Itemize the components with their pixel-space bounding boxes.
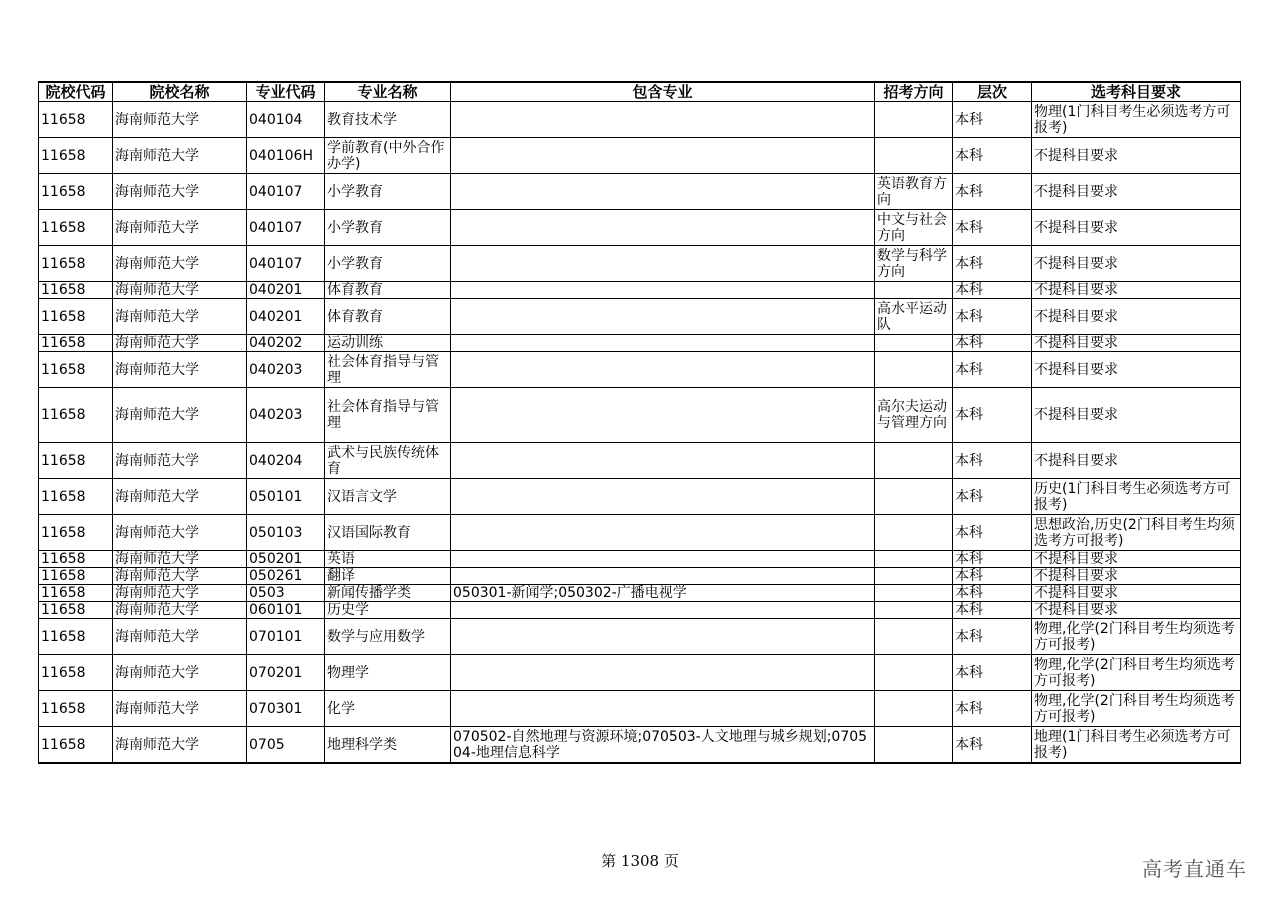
- level-cell: 本科: [953, 299, 1032, 335]
- included-majors-cell: [451, 299, 875, 335]
- school-code-cell: 11658: [39, 246, 113, 282]
- included-majors-cell: [451, 443, 875, 479]
- level-cell: 本科: [953, 568, 1032, 585]
- table-row: [39, 727, 1241, 764]
- major-code-cell: 040107: [247, 210, 325, 246]
- school-code-cell: 11658: [39, 443, 113, 479]
- school-name-cell: 海南师范大学: [113, 102, 247, 138]
- major-code-cell: 050201: [247, 551, 325, 568]
- header-major-name: 专业名称: [325, 82, 451, 102]
- level-cell: 本科: [953, 335, 1032, 352]
- level-cell: 本科: [953, 210, 1032, 246]
- major-name-cell: 翻译: [325, 568, 451, 585]
- subject-requirement-cell: 不提科目要求: [1032, 602, 1241, 619]
- direction-cell: [875, 585, 953, 602]
- level-cell: 本科: [953, 515, 1032, 551]
- school-code-cell: 11658: [39, 335, 113, 352]
- major-name-cell: 数学与应用数学: [325, 619, 451, 655]
- major-name-cell: 历史学: [325, 602, 451, 619]
- included-majors-cell: [451, 602, 875, 619]
- school-code-cell: 11658: [39, 388, 113, 443]
- table-row: [39, 174, 1241, 210]
- major-code-cell: 040203: [247, 352, 325, 388]
- included-majors-cell: [451, 568, 875, 585]
- table-row: [39, 479, 1241, 515]
- major-code-cell: 070201: [247, 655, 325, 691]
- header-direction: 招考方向: [875, 82, 953, 102]
- subject-requirement-cell: 不提科目要求: [1032, 443, 1241, 479]
- major-code-cell: 050101: [247, 479, 325, 515]
- major-name-cell: 运动训练: [325, 335, 451, 352]
- header-school-code: 院校代码: [39, 82, 113, 102]
- table-row: [39, 138, 1241, 174]
- level-cell: 本科: [953, 388, 1032, 443]
- subject-requirement-cell: 物理(1门科目考生必须选考方可报考): [1032, 102, 1241, 138]
- school-code-cell: 11658: [39, 691, 113, 727]
- school-name-cell: 海南师范大学: [113, 388, 247, 443]
- table-row: [39, 210, 1241, 246]
- included-majors-cell: [451, 479, 875, 515]
- school-code-cell: 11658: [39, 138, 113, 174]
- level-cell: 本科: [953, 479, 1032, 515]
- school-name-cell: 海南师范大学: [113, 585, 247, 602]
- major-code-cell: 050103: [247, 515, 325, 551]
- table-row: [39, 335, 1241, 352]
- major-code-cell: 040107: [247, 174, 325, 210]
- level-cell: 本科: [953, 551, 1032, 568]
- table-row: [39, 568, 1241, 585]
- school-name-cell: 海南师范大学: [113, 602, 247, 619]
- admissions-table: [38, 81, 1241, 764]
- school-code-cell: 11658: [39, 602, 113, 619]
- watermark: 高考直通车: [1142, 857, 1247, 881]
- school-code-cell: 11658: [39, 174, 113, 210]
- included-majors-cell: [451, 352, 875, 388]
- school-name-cell: 海南师范大学: [113, 210, 247, 246]
- major-name-cell: 学前教育(中外合作办学): [325, 138, 451, 174]
- direction-cell: 数学与科学方向: [875, 246, 953, 282]
- subject-requirement-cell: 不提科目要求: [1032, 138, 1241, 174]
- included-majors-cell: 050301-新闻学;050302-广播电视学: [451, 585, 875, 602]
- major-name-cell: 汉语言文学: [325, 479, 451, 515]
- header-included-majors: 包含专业: [451, 82, 875, 102]
- subject-requirement-cell: 物理,化学(2门科目考生均须选考方可报考): [1032, 655, 1241, 691]
- major-code-cell: 040202: [247, 335, 325, 352]
- school-name-cell: 海南师范大学: [113, 443, 247, 479]
- major-code-cell: 040107: [247, 246, 325, 282]
- subject-requirement-cell: 不提科目要求: [1032, 282, 1241, 299]
- major-name-cell: 小学教育: [325, 174, 451, 210]
- direction-cell: [875, 568, 953, 585]
- level-cell: 本科: [953, 619, 1032, 655]
- direction-cell: [875, 479, 953, 515]
- school-name-cell: 海南师范大学: [113, 299, 247, 335]
- included-majors-cell: 070502-自然地理与资源环境;070503-人文地理与城乡规划;070504-地理信息科学: [451, 727, 875, 764]
- level-cell: 本科: [953, 352, 1032, 388]
- subject-requirement-cell: 不提科目要求: [1032, 388, 1241, 443]
- direction-cell: [875, 551, 953, 568]
- school-name-cell: 海南师范大学: [113, 174, 247, 210]
- school-code-cell: 11658: [39, 352, 113, 388]
- subject-requirement-cell: 不提科目要求: [1032, 174, 1241, 210]
- included-majors-cell: [451, 515, 875, 551]
- direction-cell: 高水平运动队: [875, 299, 953, 335]
- included-majors-cell: [451, 246, 875, 282]
- school-name-cell: 海南师范大学: [113, 515, 247, 551]
- major-name-cell: 物理学: [325, 655, 451, 691]
- header-row: [39, 82, 1241, 102]
- school-code-cell: 11658: [39, 655, 113, 691]
- school-name-cell: 海南师范大学: [113, 691, 247, 727]
- table-body: [39, 102, 1241, 764]
- school-code-cell: 11658: [39, 515, 113, 551]
- major-name-cell: 教育技术学: [325, 102, 451, 138]
- direction-cell: [875, 515, 953, 551]
- school-name-cell: 海南师范大学: [113, 246, 247, 282]
- level-cell: 本科: [953, 727, 1032, 764]
- table-row: [39, 102, 1241, 138]
- school-code-cell: 11658: [39, 210, 113, 246]
- major-code-cell: 050261: [247, 568, 325, 585]
- major-code-cell: 0705: [247, 727, 325, 764]
- included-majors-cell: [451, 619, 875, 655]
- major-code-cell: 0503: [247, 585, 325, 602]
- direction-cell: [875, 443, 953, 479]
- school-name-cell: 海南师范大学: [113, 619, 247, 655]
- major-code-cell: 040106H: [247, 138, 325, 174]
- included-majors-cell: [451, 655, 875, 691]
- major-code-cell: 040201: [247, 282, 325, 299]
- subject-requirement-cell: 不提科目要求: [1032, 210, 1241, 246]
- school-name-cell: 海南师范大学: [113, 138, 247, 174]
- school-code-cell: 11658: [39, 568, 113, 585]
- subject-requirement-cell: 物理,化学(2门科目考生均须选考方可报考): [1032, 691, 1241, 727]
- level-cell: 本科: [953, 102, 1032, 138]
- subject-requirement-cell: 地理(1门科目考生必须选考方可报考): [1032, 727, 1241, 764]
- direction-cell: 高尔夫运动与管理方向: [875, 388, 953, 443]
- subject-requirement-cell: 不提科目要求: [1032, 568, 1241, 585]
- table-row: [39, 551, 1241, 568]
- major-code-cell: 070301: [247, 691, 325, 727]
- direction-cell: [875, 138, 953, 174]
- level-cell: 本科: [953, 602, 1032, 619]
- table-row: [39, 515, 1241, 551]
- page-number: 第 1308 页: [601, 852, 679, 870]
- header-school-name: 院校名称: [113, 82, 247, 102]
- subject-requirement-cell: 不提科目要求: [1032, 551, 1241, 568]
- direction-cell: [875, 691, 953, 727]
- major-name-cell: 社会体育指导与管理: [325, 388, 451, 443]
- school-code-cell: 11658: [39, 727, 113, 764]
- direction-cell: [875, 655, 953, 691]
- major-name-cell: 社会体育指导与管理: [325, 352, 451, 388]
- table-row: [39, 282, 1241, 299]
- level-cell: 本科: [953, 282, 1032, 299]
- major-name-cell: 地理科学类: [325, 727, 451, 764]
- level-cell: 本科: [953, 691, 1032, 727]
- school-code-cell: 11658: [39, 585, 113, 602]
- included-majors-cell: [451, 388, 875, 443]
- school-name-cell: 海南师范大学: [113, 568, 247, 585]
- included-majors-cell: [451, 174, 875, 210]
- direction-cell: 英语教育方向: [875, 174, 953, 210]
- direction-cell: [875, 282, 953, 299]
- subject-requirement-cell: 不提科目要求: [1032, 585, 1241, 602]
- school-code-cell: 11658: [39, 619, 113, 655]
- subject-requirement-cell: 不提科目要求: [1032, 335, 1241, 352]
- table-row: [39, 655, 1241, 691]
- direction-cell: [875, 727, 953, 764]
- major-name-cell: 汉语国际教育: [325, 515, 451, 551]
- major-code-cell: 060101: [247, 602, 325, 619]
- direction-cell: [875, 335, 953, 352]
- school-name-cell: 海南师范大学: [113, 727, 247, 764]
- level-cell: 本科: [953, 443, 1032, 479]
- school-code-cell: 11658: [39, 102, 113, 138]
- header-major-code: 专业代码: [247, 82, 325, 102]
- level-cell: 本科: [953, 138, 1032, 174]
- included-majors-cell: [451, 210, 875, 246]
- subject-requirement-cell: 历史(1门科目考生必须选考方可报考): [1032, 479, 1241, 515]
- major-name-cell: 小学教育: [325, 210, 451, 246]
- table-row: [39, 619, 1241, 655]
- school-name-cell: 海南师范大学: [113, 335, 247, 352]
- header-subject-requirement: 选考科目要求: [1032, 82, 1241, 102]
- subject-requirement-cell: 思想政治,历史(2门科目考生均须选考方可报考): [1032, 515, 1241, 551]
- subject-requirement-cell: 不提科目要求: [1032, 352, 1241, 388]
- school-name-cell: 海南师范大学: [113, 479, 247, 515]
- table-row: [39, 443, 1241, 479]
- major-name-cell: 武术与民族传统体育: [325, 443, 451, 479]
- included-majors-cell: [451, 282, 875, 299]
- direction-cell: [875, 102, 953, 138]
- direction-cell: [875, 352, 953, 388]
- level-cell: 本科: [953, 655, 1032, 691]
- major-name-cell: 英语: [325, 551, 451, 568]
- major-name-cell: 体育教育: [325, 282, 451, 299]
- table-row: [39, 602, 1241, 619]
- level-cell: 本科: [953, 174, 1032, 210]
- table-row: [39, 299, 1241, 335]
- school-code-cell: 11658: [39, 299, 113, 335]
- table-row: [39, 352, 1241, 388]
- direction-cell: [875, 619, 953, 655]
- included-majors-cell: [451, 551, 875, 568]
- table-row: [39, 585, 1241, 602]
- subject-requirement-cell: 不提科目要求: [1032, 246, 1241, 282]
- table-row: [39, 388, 1241, 443]
- included-majors-cell: [451, 691, 875, 727]
- major-code-cell: 040204: [247, 443, 325, 479]
- included-majors-cell: [451, 335, 875, 352]
- table-row: [39, 691, 1241, 727]
- direction-cell: [875, 602, 953, 619]
- school-code-cell: 11658: [39, 551, 113, 568]
- major-code-cell: 070101: [247, 619, 325, 655]
- major-name-cell: 小学教育: [325, 246, 451, 282]
- school-code-cell: 11658: [39, 479, 113, 515]
- school-name-cell: 海南师范大学: [113, 655, 247, 691]
- header-level: 层次: [953, 82, 1032, 102]
- major-name-cell: 新闻传播学类: [325, 585, 451, 602]
- school-name-cell: 海南师范大学: [113, 282, 247, 299]
- major-code-cell: 040203: [247, 388, 325, 443]
- level-cell: 本科: [953, 246, 1032, 282]
- level-cell: 本科: [953, 585, 1032, 602]
- subject-requirement-cell: 物理,化学(2门科目考生均须选考方可报考): [1032, 619, 1241, 655]
- table-row: [39, 246, 1241, 282]
- major-code-cell: 040201: [247, 299, 325, 335]
- school-name-cell: 海南师范大学: [113, 551, 247, 568]
- school-code-cell: 11658: [39, 282, 113, 299]
- subject-requirement-cell: 不提科目要求: [1032, 299, 1241, 335]
- school-name-cell: 海南师范大学: [113, 352, 247, 388]
- included-majors-cell: [451, 102, 875, 138]
- direction-cell: 中文与社会方向: [875, 210, 953, 246]
- included-majors-cell: [451, 138, 875, 174]
- major-name-cell: 化学: [325, 691, 451, 727]
- major-name-cell: 体育教育: [325, 299, 451, 335]
- major-code-cell: 040104: [247, 102, 325, 138]
